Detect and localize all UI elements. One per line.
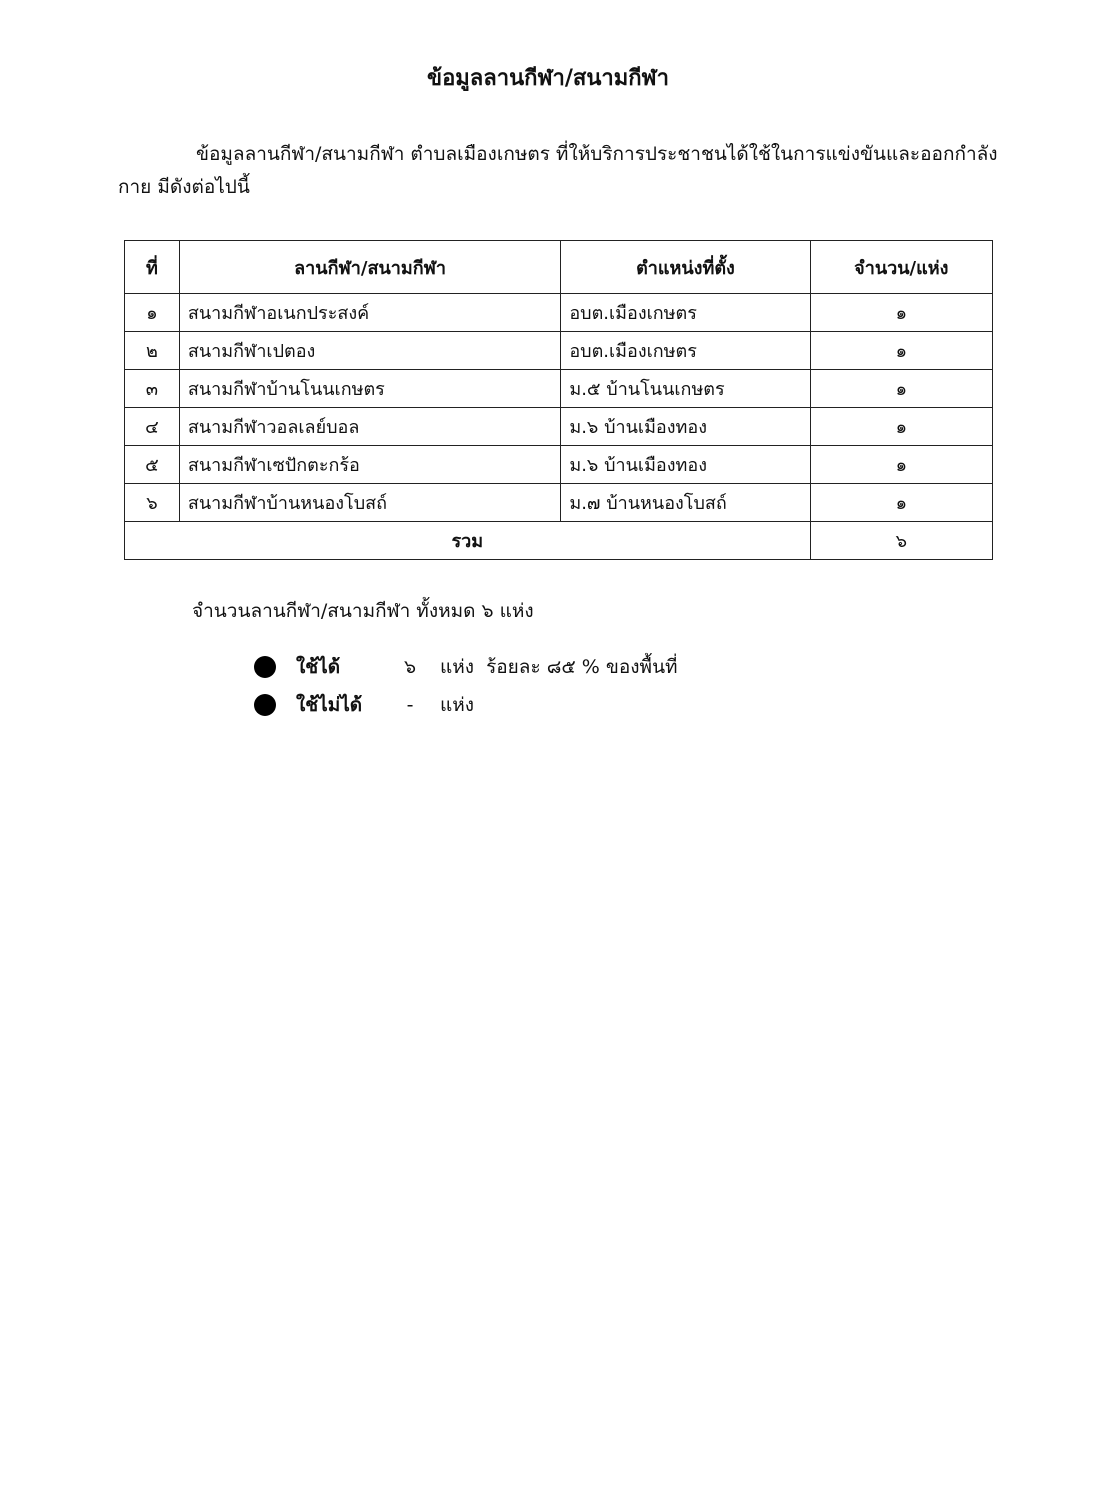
facility-count: ๑ [810, 294, 992, 332]
bullet-icon [254, 694, 276, 716]
header-facility-name: ลานกีฬา/สนามกีฬา [179, 241, 560, 294]
total-label: รวม [125, 522, 811, 560]
status-list [254, 648, 678, 724]
total-value: ๖ [810, 522, 992, 560]
row-number: ๔ [125, 408, 180, 446]
usable-percent: ร้อยละ ๘๕ % ของพื้นที่ [486, 656, 678, 678]
table-header-row [125, 241, 993, 294]
table-row [125, 370, 993, 408]
facility-location: ม.๖ บ้านเมืองทอง [561, 446, 810, 484]
summary-text: จำนวนลานกีฬา/สนามกีฬา ทั้งหมด ๖ แห่ง [192, 600, 534, 622]
table-row [125, 294, 993, 332]
facility-name: สนามกีฬาเปตอง [179, 332, 560, 370]
intro-paragraph: ข้อมูลลานกีฬา/สนามกีฬา ตำบลเมืองเกษตร ที่ให้บริการประชาชนได้ใช้ในการแข่งขันและออกกำลังกาย มีดังต่อไปนี้ [118, 143, 998, 198]
facility-name: สนามกีฬาวอลเลย์บอล [179, 408, 560, 446]
facility-location: อบต.เมืองเกษตร [561, 294, 810, 332]
table-row [125, 446, 993, 484]
facility-count: ๑ [810, 332, 992, 370]
table-row [125, 332, 993, 370]
unusable-count: - [406, 694, 414, 716]
page-title: ข้อมูลลานกีฬา/สนามกีฬา [427, 66, 669, 91]
unusable-unit: แห่ง [440, 694, 475, 716]
bullet-icon [254, 656, 276, 678]
facility-location: ม.๖ บ้านเมืองทอง [561, 408, 810, 446]
row-number: ๕ [125, 446, 180, 484]
facilities-table [124, 240, 993, 560]
table-row [125, 484, 993, 522]
row-number: ๖ [125, 484, 180, 522]
facility-name: สนามกีฬาบ้านหนองโบสถ์ [179, 484, 560, 522]
status-unusable [254, 686, 678, 724]
header-location: ตำแหน่งที่ตั้ง [561, 241, 810, 294]
facility-count: ๑ [810, 408, 992, 446]
table-total-row [125, 522, 993, 560]
facility-name: สนามกีฬาอเนกประสงค์ [179, 294, 560, 332]
row-number: ๓ [125, 370, 180, 408]
unusable-label: ใช้ไม่ได้ [296, 694, 363, 716]
usable-unit: แห่ง [440, 656, 475, 678]
status-usable [254, 648, 678, 686]
facility-location: ม.๗ บ้านหนองโบสถ์ [561, 484, 810, 522]
facility-count: ๑ [810, 370, 992, 408]
row-number: ๒ [125, 332, 180, 370]
facility-location: อบต.เมืองเกษตร [561, 332, 810, 370]
facility-count: ๑ [810, 484, 992, 522]
usable-count: ๖ [403, 656, 417, 678]
facility-name: สนามกีฬาเซปักตะกร้อ [179, 446, 560, 484]
header-number: ที่ [125, 241, 180, 294]
facility-count: ๑ [810, 446, 992, 484]
facility-location: ม.๕ บ้านโนนเกษตร [561, 370, 810, 408]
row-number: ๑ [125, 294, 180, 332]
usable-label: ใช้ได้ [296, 656, 341, 678]
facility-name: สนามกีฬาบ้านโนนเกษตร [179, 370, 560, 408]
table-row [125, 408, 993, 446]
header-count: จำนวน/แห่ง [810, 241, 992, 294]
